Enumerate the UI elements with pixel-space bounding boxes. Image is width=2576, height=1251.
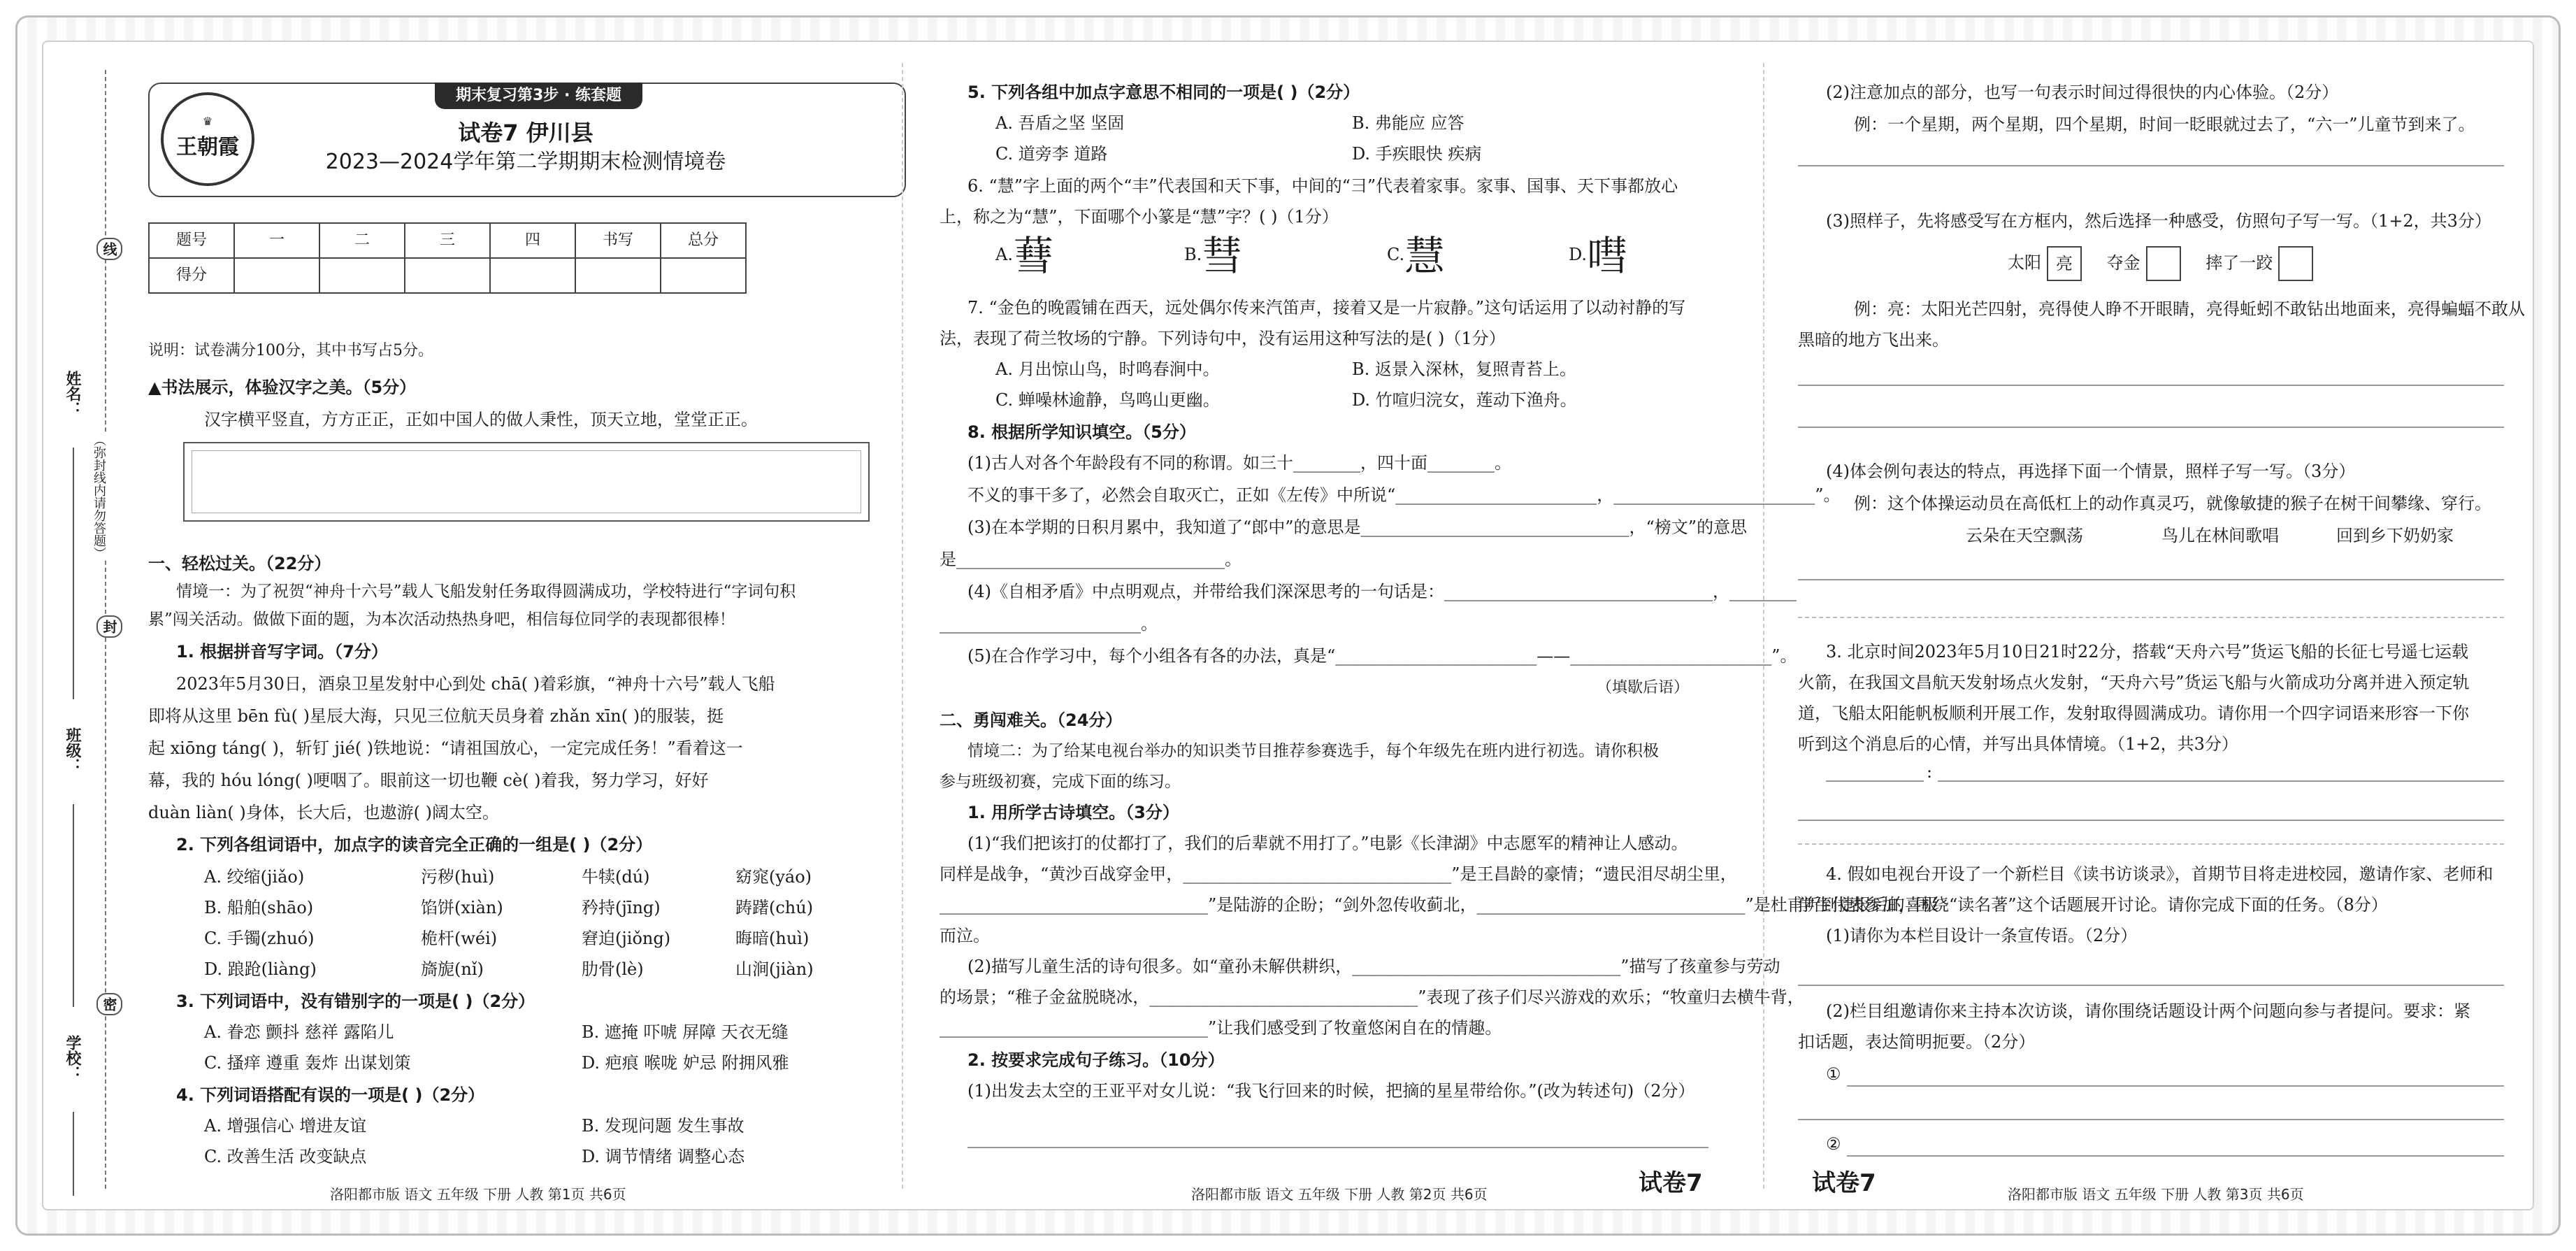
- q4-2-line-a: (2)栏目组邀请你来主持本次访谈，请你围绕话题设计两个问题向参与者提问。要求：紧: [1826, 1001, 2470, 1021]
- q2-c-3: 窘迫(jiǒng): [582, 929, 671, 948]
- q4-option-c: C. 改善生活 改变缺点: [204, 1147, 367, 1166]
- q8-item-3b: 是________________________________。: [940, 550, 1242, 569]
- score-cell[interactable]: [490, 258, 575, 293]
- scene-1-line-b: 累”闯关活动。做做下面的题，为本次活动热热身吧，相信每位同学的表现都很棒！: [148, 610, 735, 629]
- logo-text: 王朝霞: [176, 135, 239, 159]
- q1-line-3: 起 xiōng táng( )，斩钉 jié( )铁地说：“请祖国放心，一定完成任务！”看着这一: [148, 738, 743, 758]
- part2-q1-title: 1. 用所学古诗填空。（3分）: [967, 803, 1179, 822]
- scene-2-line-b: 参与班级初赛，完成下面的练习。: [940, 773, 1181, 791]
- page-3-footer: 洛阳都市版 语文 五年级 下册 人教 第3页 共6页: [2008, 1186, 2304, 1203]
- question-line-1[interactable]: [1847, 1085, 2504, 1087]
- score-cell[interactable]: [319, 258, 405, 293]
- scene-2-line-a: 情境二：为了给某电视台举办的知识类节目推荐参赛选手，每个年级先在班内进行初选。请你积极: [967, 742, 1659, 760]
- school-line: [73, 1112, 74, 1196]
- q2-c-1: C. 手镯(zhuó): [204, 929, 315, 948]
- q3-line-c: 道，飞船太阳能帆板顺利开展工作，发射取得圆满成功。请你用一个四字词语来形容一下你: [1798, 703, 2469, 723]
- page-2-exam-label: 试卷7: [1639, 1169, 1703, 1197]
- page-1: [148, 42, 910, 1203]
- column-divider: [1763, 63, 1764, 1189]
- q8-title: 8. 根据所学知识填空。（5分）: [967, 422, 1196, 442]
- section-divider: [1798, 617, 2504, 618]
- score-cell[interactable]: [661, 258, 746, 293]
- exam-title: 试卷7 伊川县: [458, 120, 593, 146]
- q8-item-1: (1)古人对各个年龄段有不同的称谓。如三十________，四十面________。: [967, 453, 1511, 473]
- score-header-cell: 一: [234, 223, 319, 258]
- q6-option-d-label: D.: [1569, 245, 1588, 264]
- q4-option-d: D. 调节情绪 调整心态: [582, 1147, 745, 1166]
- answer-line[interactable]: [1798, 820, 2504, 821]
- q7-line-2: 法，表现了荷兰牧场的宁静。下列诗句中，没有运用这种写法的是( )（1分）: [940, 329, 1506, 348]
- class-line: [73, 804, 74, 1007]
- q2-b-4: 踌躇(chú): [735, 898, 814, 917]
- q2-d-1: D. 踉跄(liàng): [204, 959, 317, 979]
- q6-option-c: [1387, 232, 1446, 280]
- binding-margin: [43, 42, 120, 1212]
- q2-c-2: 桅杆(wéi): [421, 929, 498, 948]
- q1-line-1: 2023年5月30日，酒泉卫星发射中心到处 chā( )着彩旗，“神舟十六号”载人飞船: [176, 674, 775, 694]
- q6-option-d: [1569, 232, 1628, 280]
- q3-option-c: C. 搔痒 遵重 轰炸 出谋划策: [204, 1053, 411, 1073]
- q3-line-d: 听到这个消息后的心情，并写出具体情境。（1+2，共3分）: [1798, 734, 2238, 754]
- q8-item-4b: ________________________。: [940, 614, 1158, 634]
- part2-q1-2c: ________________________________”让我们感受到了牧童悠闲自在的情趣。: [940, 1018, 1502, 1038]
- q5-option-b: B. 弗能应 应答: [1352, 113, 1465, 133]
- part2-q2-1: (1)出发去太空的王亚平对女儿说：“我飞行回来的时候，把摘的星星带给你。”(改为转述句)（2分）: [967, 1081, 1695, 1101]
- score-header-cell: 四: [490, 223, 575, 258]
- question-marker-1: ①: [1826, 1064, 1841, 1084]
- answer-line[interactable]: [1798, 1119, 2504, 1120]
- q1-line-4: 幕，我的 hóu lóng( )哽咽了。眼前这一切也鞭 cè( )着我，努力学习，好好: [148, 771, 709, 790]
- q2-4-example: 例：这个体操运动员在高低杠上的动作真灵巧，就像敏捷的猴子在树干间攀缘、穿行。: [1854, 494, 2491, 513]
- q2-3-example-2: 黑暗的地方飞出来。: [1798, 330, 1949, 350]
- q6-glyph-c: 慧: [1404, 232, 1446, 280]
- q3-line-b: 火箭，在我国文昌航天发射场点火发射，“天舟六号”货运飞船与火箭成功分离并进入预定轨: [1798, 673, 2470, 692]
- colon: :: [1927, 762, 1933, 782]
- q6-glyph-b: 彗: [1202, 232, 1243, 280]
- scene-1-line-a: 情境一：为了祝贺“神舟十六号”载人飞船发射任务取得圆满成功，学校特进行“字词句积: [176, 582, 796, 601]
- feeling-box-3[interactable]: [2278, 246, 2313, 281]
- q4-option-b: B. 发现问题 发生事故: [582, 1116, 744, 1136]
- word-gold: 夺金: [2106, 252, 2140, 273]
- situation-line[interactable]: [1938, 780, 2504, 782]
- badge-text: 期末复习第3步 · 练套题: [456, 87, 621, 104]
- part2-q1-1b: 同样是战争，“黄沙百战穿金甲，________________________________”是王昌龄的豪情；“遗民泪尽胡尘里，: [940, 864, 1737, 884]
- q6-glyph-d: 嘒: [1587, 232, 1628, 280]
- section-2-title: 二、勇闯难关。（24分）: [940, 710, 1123, 730]
- score-header-cell: 题号: [149, 223, 234, 258]
- q5-option-d: D. 手疾眼快 疾病: [1352, 144, 1482, 164]
- q7-option-d: D. 竹喧归浣女，莲动下渔舟。: [1352, 390, 1577, 410]
- part2-q1-1c: ________________________________”是陆游的企盼；“剑外忽传收蓟北，________________________________”是杜甫听到捷报后的喜极: [940, 895, 1938, 915]
- section-divider: [1798, 843, 2504, 845]
- feeling-box-2[interactable]: [2146, 246, 2181, 281]
- word-sun: 太阳: [2008, 252, 2041, 273]
- score-header-cell: 书写: [575, 223, 661, 258]
- answer-line[interactable]: [1798, 427, 2504, 428]
- q2-a-4: 窈窕(yáo): [735, 867, 812, 887]
- q8-item-5-note: （填歇后语）: [1597, 679, 1690, 696]
- q4-option-a: A. 增强信心 增进友谊: [204, 1116, 367, 1136]
- q2-3-words: [2008, 246, 2319, 281]
- q6-glyph-a: 蔧: [1012, 232, 1053, 280]
- q6-option-b: [1184, 232, 1243, 280]
- part2-q1-2b: 的场景；“稚子金盆脱晓冰，________________________________”表现了孩子们尽兴游戏的欢乐；“牧童归去横牛背，: [940, 987, 1804, 1007]
- name-line: [73, 448, 74, 699]
- page-2-footer: 洛阳都市版 语文 五年级 下册 人教 第2页 共6页: [1191, 1186, 1488, 1203]
- q7-option-c: C. 蝉噪林逾静，鸟鸣山更幽。: [995, 390, 1220, 410]
- q1-line-5: duàn liàn( )身体，长大后，也遨游( )阔太空。: [148, 803, 500, 822]
- score-header-cell: 二: [319, 223, 405, 258]
- q6-option-a-label: A.: [995, 245, 1013, 264]
- q7-line-1: 7. “金色的晚霞铺在西天，远处偶尔传来汽笛声，接着又是一片寂静。”这句话运用了以动衬静的写: [967, 298, 1686, 317]
- q2-d-3: 肋骨(lè): [582, 959, 644, 979]
- q2-4-title: (4)体会例句表达的特点，再选择下面一个情景，照样子写一写。（3分）: [1826, 462, 2356, 481]
- school-label: 学校：: [64, 1035, 81, 1081]
- part2-q1-1d: 而泣。: [940, 926, 990, 945]
- answer-line[interactable]: [967, 1147, 1708, 1148]
- calligraphy-text: 汉字横平竖直，方方正正，正如中国人的做人秉性，顶天立地，堂堂正正。: [204, 410, 758, 429]
- exam-subtitle: 2023—2024学年第二学期期末检测情境卷: [325, 150, 726, 174]
- q2-a-1: A. 绞缩(jiǎo): [204, 867, 305, 887]
- answer-line[interactable]: [1798, 985, 2504, 986]
- score-cell[interactable]: [405, 258, 490, 293]
- score-header-row: [149, 223, 746, 258]
- q2-3-example-1: 例：亮：太阳光芒四射，亮得使人睁不开眼睛，亮得蚯蚓不敢钻出地面来，亮得蝙蝠不敢从: [1854, 299, 2525, 319]
- q3-line-a: 3. 北京时间2023年5月10日21时22分，搭载“天舟六号”货运飞船的长征七号遥七运载: [1826, 642, 2469, 662]
- answer-line[interactable]: [1798, 385, 2504, 386]
- q4-title: 4. 下列词语搭配有误的一项是( )（2分）: [176, 1085, 485, 1105]
- crown-icon: ♛: [202, 115, 213, 128]
- q2-4-option-2: 鸟儿在林间歌唱: [2161, 526, 2279, 545]
- q3-title: 3. 下列词语中，没有错别字的一项是( )（2分）: [176, 992, 535, 1011]
- score-cell[interactable]: [575, 258, 661, 293]
- q6-option-b-label: B.: [1184, 245, 1202, 264]
- q3-option-d: D. 疤痕 喉咙 妒忌 附拥风雅: [582, 1053, 789, 1073]
- q3-option-b: B. 遮掩 吓唬 屏障 天衣无缝: [582, 1022, 789, 1042]
- q2-b-1: B. 船舶(shāo): [204, 898, 314, 917]
- score-header-cell: 三: [405, 223, 490, 258]
- seal-char-feng: 封: [96, 615, 122, 638]
- q7-option-b: B. 返景入深林，复照青苔上。: [1352, 359, 1576, 379]
- score-row-label: 得分: [149, 258, 234, 293]
- q2-title: 2. 下列各组词语中，加点字的读音完全正确的一组是( )（2分）: [176, 835, 653, 855]
- q1-line-2: 即将从这里 bēn fù( )星辰大海，只见三位航天员身着 zhǎn xīn( )的服装，挺: [148, 706, 724, 726]
- page-3: [1798, 42, 2525, 1203]
- answer-line[interactable]: [1798, 579, 2504, 580]
- q2-b-3: 矜持(jīng): [582, 898, 661, 917]
- q4-line-a: 4. 假如电视台开设了一个新栏目《读书访谈录》，首期节目将走进校园，邀请作家、老师和: [1826, 864, 2494, 884]
- q6-line-1: 6. “慧”字上面的两个“丰”代表国和天下事，中间的“彐”代表着家事。家事、国事、天下事都放心: [967, 176, 1678, 196]
- part2-q1-1a: (1)“我们把该打的仗都打了，我们的后辈就不用打了。”电影《长津湖》中志愿军的精神让人感动。: [967, 834, 1688, 853]
- page-1-footer: 洛阳都市版 语文 五年级 下册 人教 第1页 共6页: [330, 1186, 626, 1203]
- class-label: 班级：: [64, 727, 81, 773]
- q2-4-option-3: 回到乡下奶奶家: [2336, 526, 2454, 545]
- q8-item-5: (5)在合作学习中，每个小组各有各的办法，真是“________________________——________________________”。: [967, 646, 1797, 666]
- word-fall: 摔了一跤: [2206, 252, 2273, 273]
- q6-option-c-label: C.: [1387, 245, 1405, 264]
- page-3-exam-label: 试卷7: [1812, 1169, 1876, 1197]
- score-cell[interactable]: [234, 258, 319, 293]
- q7-option-a: A. 月出惊山鸟，时鸣春涧中。: [995, 359, 1220, 379]
- exam-note: 说明：试卷满分100分，其中书写占5分。: [148, 342, 433, 359]
- q2-c-4: 晦暗(huì): [735, 929, 810, 948]
- calligraphy-writing-box[interactable]: [183, 442, 870, 522]
- q2-2-example: 例：一个星期，两个星期，四个星期，时间一眨眼就过去了，“六一”儿童节到来了。: [1854, 115, 2475, 134]
- score-row: [149, 258, 746, 293]
- answer-line[interactable]: [1798, 165, 2504, 166]
- q5-title: 5. 下列各组中加点字意思不相同的一项是( )（2分）: [967, 83, 1360, 102]
- part2-q1-2a: (2)描写儿童生活的诗句很多。如“童孙未解供耕织，________________________________”描写了孩童参与劳动: [967, 957, 1780, 976]
- q2-d-4: 山涧(jiàn): [735, 959, 814, 979]
- column-divider: [902, 63, 903, 1189]
- question-marker-2: ②: [1826, 1134, 1841, 1154]
- q6-option-a: [995, 232, 1053, 280]
- q2-a-3: 牛犊(dú): [582, 867, 650, 887]
- q5-option-a: A. 吾盾之坚 坚固: [995, 113, 1125, 133]
- q8-item-4a: (4)《自相矛盾》中点明观点，并带给我们深深思考的一句话是：________________________________，________: [967, 582, 1797, 601]
- q8-item-3a: (3)在本学期的日积月累中，我知道了“郎中”的意思是________________________________，“榜文”的意思: [967, 517, 1748, 537]
- q2-2-title: (2)注意加点的部分，也写一句表示时间过得很快的内心体验。（2分）: [1826, 83, 2339, 102]
- calligraphy-title: ▲书法展示，体验汉字之美。（5分）: [148, 378, 417, 397]
- q2-4-option-1: 云朵在天空飘荡: [1966, 526, 2083, 545]
- q8-item-2: 不义的事干多了，必然会自取灭亡，正如《左传》中所说“________________________，________________________”。: [967, 485, 1841, 505]
- q4-line-b: 学生代表参加，围绕“读名著”这个话题展开讨论。请你完成下面的任务。（8分）: [1798, 895, 2388, 915]
- score-table: [148, 222, 747, 294]
- q2-a-2: 污秽(huì): [421, 867, 495, 887]
- q2-3-title: (3)照样子，先将感受写在方框内，然后选择一种感受，仿照句子写一写。（1+2，共3分）: [1826, 211, 2491, 231]
- q4-2-line-b: 扣话题，表达简明扼要。（2分）: [1798, 1032, 2036, 1052]
- q5-option-c: C. 道旁李 道路: [995, 144, 1108, 164]
- q3-option-a: A. 眷恋 颤抖 慈祥 露陷儿: [204, 1022, 394, 1042]
- part2-q2-title: 2. 按要求完成句子练习。（10分）: [967, 1050, 1225, 1070]
- name-label: 姓名：: [64, 371, 81, 417]
- q4-1-title: (1)请你为本栏目设计一条宣传语。（2分）: [1826, 926, 2138, 945]
- q6-line-2: 上，称之为“慧”，下面哪个小篆是“慧”字？( )（1分）: [940, 207, 1339, 227]
- q1-title: 1. 根据拼音写字词。（7分）: [176, 642, 388, 662]
- seal-char-xian: 线: [96, 238, 122, 260]
- exam-sheet: [42, 41, 2534, 1210]
- section-1-title: 一、轻松过关。（22分）: [148, 554, 331, 573]
- q2-b-2: 馅饼(xiàn): [421, 898, 503, 917]
- header-badge: [435, 83, 642, 109]
- score-header-cell: 总分: [661, 223, 746, 258]
- four-char-word-line[interactable]: [1826, 780, 1924, 782]
- feeling-box-1[interactable]: 亮: [2047, 246, 2082, 281]
- question-line-2[interactable]: [1847, 1155, 2504, 1157]
- seal-warning: （弥封线内请勿答题）: [89, 434, 108, 559]
- q2-d-2: 旖旎(nǐ): [421, 959, 484, 979]
- seal-char-mi: 密: [96, 993, 122, 1015]
